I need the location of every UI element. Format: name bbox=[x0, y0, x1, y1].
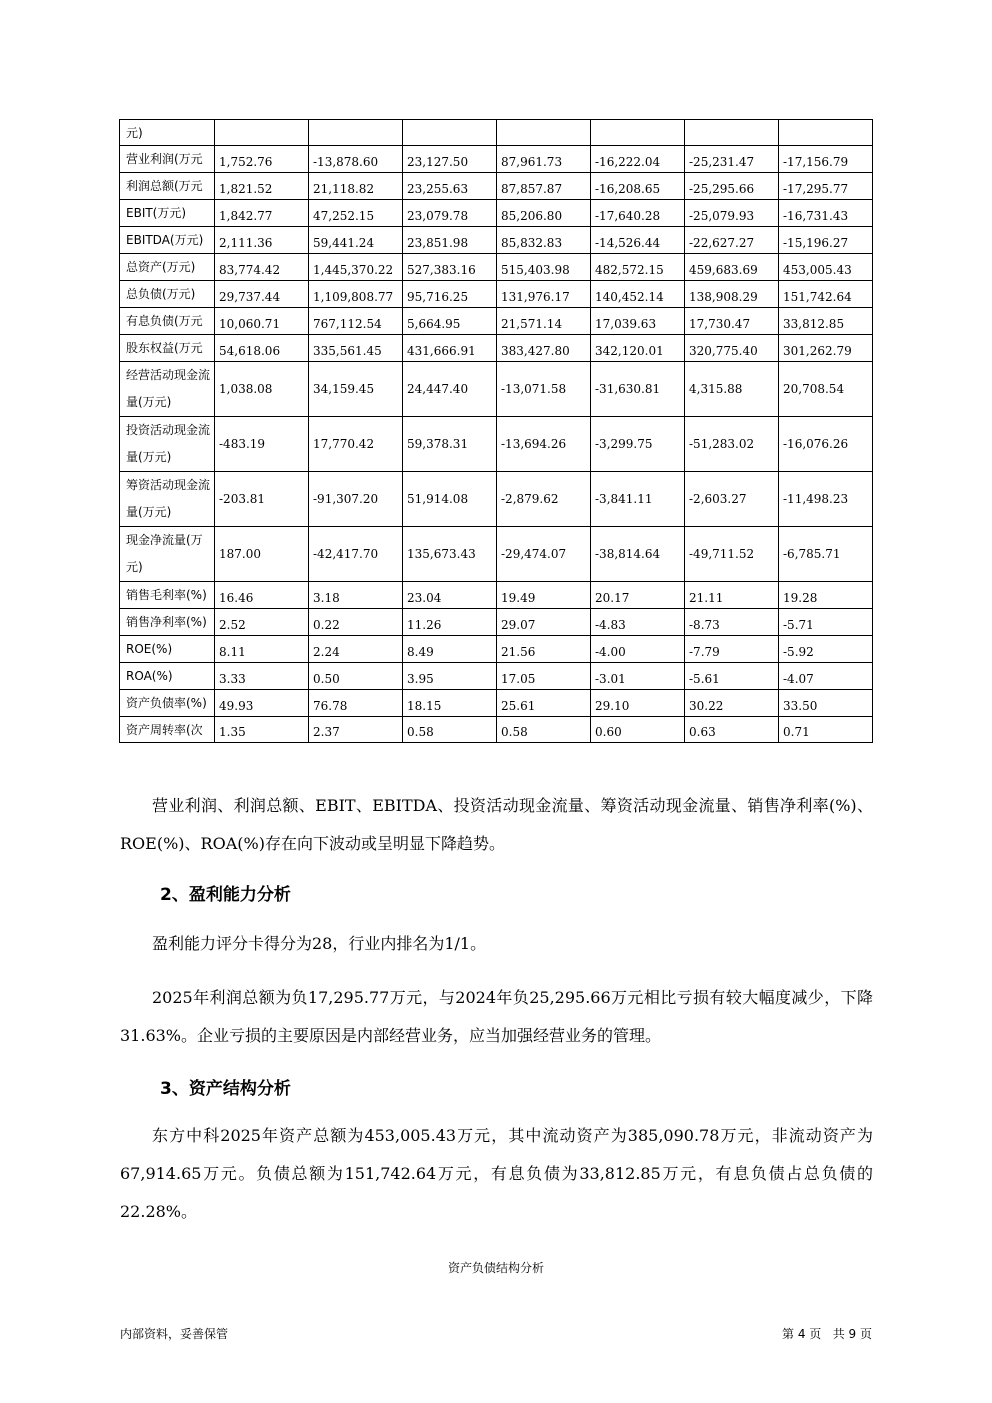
table-cell: 342,120.01 bbox=[591, 335, 685, 362]
table-cell: 5,664.95 bbox=[403, 308, 497, 335]
row-label: 资产周转率(次 bbox=[120, 717, 215, 743]
table-cell: 767,112.54 bbox=[309, 308, 403, 335]
table-cell: -3.01 bbox=[591, 663, 685, 690]
table-cell: 21,118.82 bbox=[309, 173, 403, 200]
table-cell: 151,742.64 bbox=[779, 281, 873, 308]
table-cell: -5.71 bbox=[779, 609, 873, 636]
table-row bbox=[120, 690, 873, 717]
table-cell: 1,821.52 bbox=[215, 173, 309, 200]
table-cell: 29,737.44 bbox=[215, 281, 309, 308]
row-label: 利润总额(万元 bbox=[120, 173, 215, 200]
table-cell: -4.83 bbox=[591, 609, 685, 636]
table-cell: 2.52 bbox=[215, 609, 309, 636]
table-cell: 2.24 bbox=[309, 636, 403, 663]
table-cell: 1,842.77 bbox=[215, 200, 309, 227]
table-cell: 8.49 bbox=[403, 636, 497, 663]
table-cell: 21.56 bbox=[497, 636, 591, 663]
table-cell: 0.58 bbox=[497, 717, 591, 743]
table-cell bbox=[403, 120, 497, 146]
table-row bbox=[120, 472, 873, 527]
table-cell: 1.35 bbox=[215, 717, 309, 743]
table-cell: 0.58 bbox=[403, 717, 497, 743]
table-cell: -25,295.66 bbox=[685, 173, 779, 200]
table-cell: 59,378.31 bbox=[403, 417, 497, 472]
table-cell: -17,156.79 bbox=[779, 146, 873, 173]
table-cell bbox=[591, 120, 685, 146]
table-cell: 11.26 bbox=[403, 609, 497, 636]
row-label: EBITDA(万元) bbox=[120, 227, 215, 254]
row-label: 销售净利率(%) bbox=[120, 609, 215, 636]
table-cell: 19.49 bbox=[497, 582, 591, 609]
table-cell bbox=[779, 120, 873, 146]
table-cell bbox=[497, 120, 591, 146]
row-label: ROE(%) bbox=[120, 636, 215, 663]
table-cell: 8.11 bbox=[215, 636, 309, 663]
table-cell: -4.00 bbox=[591, 636, 685, 663]
table-cell: -22,627.27 bbox=[685, 227, 779, 254]
table-row bbox=[120, 663, 873, 690]
row-label: 资产负债率(%) bbox=[120, 690, 215, 717]
table-cell: 18.15 bbox=[403, 690, 497, 717]
table-cell: -49,711.52 bbox=[685, 527, 779, 582]
footer-confidential: 内部资料，妥善保管 bbox=[120, 1327, 229, 1341]
table-cell: 135,673.43 bbox=[403, 527, 497, 582]
table-row bbox=[120, 146, 873, 173]
table-cell: 1,445,370.22 bbox=[309, 254, 403, 281]
section-heading-asset-structure: 3、资产结构分析 bbox=[160, 1079, 291, 1099]
row-label: 营业利润(万元 bbox=[120, 146, 215, 173]
table-cell: 19.28 bbox=[779, 582, 873, 609]
table-row bbox=[120, 227, 873, 254]
financial-indicators-table bbox=[119, 119, 873, 743]
table-cell: 20.17 bbox=[591, 582, 685, 609]
table-cell: 24,447.40 bbox=[403, 362, 497, 417]
table-row bbox=[120, 254, 873, 281]
table-cell: 431,666.91 bbox=[403, 335, 497, 362]
table-cell: 3.95 bbox=[403, 663, 497, 690]
table-cell: 515,403.98 bbox=[497, 254, 591, 281]
score-paragraph: 盈利能力评分卡得分为28，行业内排名为1/1。 bbox=[152, 934, 487, 953]
table-cell: -5.92 bbox=[779, 636, 873, 663]
row-label: EBIT(万元) bbox=[120, 200, 215, 227]
row-label: 元) bbox=[120, 120, 215, 146]
table-cell: -15,196.27 bbox=[779, 227, 873, 254]
table-cell: 3.18 bbox=[309, 582, 403, 609]
table-cell: 85,832.83 bbox=[497, 227, 591, 254]
table-cell: 59,441.24 bbox=[309, 227, 403, 254]
table-cell: 21.11 bbox=[685, 582, 779, 609]
table-cell: -8.73 bbox=[685, 609, 779, 636]
figure-caption: 资产负债结构分析 bbox=[447, 1261, 544, 1275]
table-cell: -16,076.26 bbox=[779, 417, 873, 472]
row-label: 有息负债(万元 bbox=[120, 308, 215, 335]
table-cell: -483.19 bbox=[215, 417, 309, 472]
table-cell: 320,775.40 bbox=[685, 335, 779, 362]
table-cell: 335,561.45 bbox=[309, 335, 403, 362]
table-cell: 29.07 bbox=[497, 609, 591, 636]
table-cell: 29.10 bbox=[591, 690, 685, 717]
table-cell: 482,572.15 bbox=[591, 254, 685, 281]
table-cell: -203.81 bbox=[215, 472, 309, 527]
table-cell: 95,716.25 bbox=[403, 281, 497, 308]
table-cell: 1,109,808.77 bbox=[309, 281, 403, 308]
table-cell: 16.46 bbox=[215, 582, 309, 609]
table-row bbox=[120, 120, 873, 146]
table-cell: 33,812.85 bbox=[779, 308, 873, 335]
table-row bbox=[120, 308, 873, 335]
table-cell: -17,295.77 bbox=[779, 173, 873, 200]
table-cell bbox=[215, 120, 309, 146]
footer-page-number: 第 4 页 共 9 页 bbox=[782, 1327, 872, 1341]
row-label: 筹资活动现金流量(万元) bbox=[120, 472, 215, 527]
asset-paragraph: 东方中科2025年资产总额为453,005.43万元，其中流动资产为385,090.78万元，非流动资产为67,914.65万元。负债总额为151,742.64万元，有息负债为33,812.85万元，有息负债占总负债的22.28%。 bbox=[120, 1126, 873, 1221]
row-label: 现金净流量(万元) bbox=[120, 527, 215, 582]
table-cell: 23,851.98 bbox=[403, 227, 497, 254]
row-label: 股东权益(万元 bbox=[120, 335, 215, 362]
table-cell: 459,683.69 bbox=[685, 254, 779, 281]
table-cell: 25.61 bbox=[497, 690, 591, 717]
table-cell: 23,079.78 bbox=[403, 200, 497, 227]
table-cell: 87,857.87 bbox=[497, 173, 591, 200]
table-cell: 54,618.06 bbox=[215, 335, 309, 362]
table-cell: -16,208.65 bbox=[591, 173, 685, 200]
table-cell: 17.05 bbox=[497, 663, 591, 690]
table-cell: -51,283.02 bbox=[685, 417, 779, 472]
table-cell: -5.61 bbox=[685, 663, 779, 690]
table-cell: -16,731.43 bbox=[779, 200, 873, 227]
table-cell: 33.50 bbox=[779, 690, 873, 717]
row-label: 投资活动现金流量(万元) bbox=[120, 417, 215, 472]
row-label: 总负债(万元) bbox=[120, 281, 215, 308]
table-cell: -29,474.07 bbox=[497, 527, 591, 582]
table-cell: 10,060.71 bbox=[215, 308, 309, 335]
table-cell: 0.22 bbox=[309, 609, 403, 636]
table-row bbox=[120, 335, 873, 362]
table-cell: -13,071.58 bbox=[497, 362, 591, 417]
table-cell: 1,752.76 bbox=[215, 146, 309, 173]
table-row bbox=[120, 717, 873, 743]
table-cell bbox=[685, 120, 779, 146]
table-cell: -42,417.70 bbox=[309, 527, 403, 582]
table-cell: 527,383.16 bbox=[403, 254, 497, 281]
table-cell: -38,814.64 bbox=[591, 527, 685, 582]
row-label: 总资产(万元) bbox=[120, 254, 215, 281]
table-cell: -4.07 bbox=[779, 663, 873, 690]
table-row bbox=[120, 609, 873, 636]
table-row bbox=[120, 527, 873, 582]
table-cell: 76.78 bbox=[309, 690, 403, 717]
table-cell: -2,603.27 bbox=[685, 472, 779, 527]
table-cell: 34,159.45 bbox=[309, 362, 403, 417]
table-cell: -3,299.75 bbox=[591, 417, 685, 472]
table-cell: -16,222.04 bbox=[591, 146, 685, 173]
table-row bbox=[120, 582, 873, 609]
table-cell: 17,770.42 bbox=[309, 417, 403, 472]
table-cell: 23.04 bbox=[403, 582, 497, 609]
table-cell: 0.71 bbox=[779, 717, 873, 743]
table-row bbox=[120, 281, 873, 308]
table-cell: 47,252.15 bbox=[309, 200, 403, 227]
table-cell: 30.22 bbox=[685, 690, 779, 717]
table-cell: 2.37 bbox=[309, 717, 403, 743]
table-cell: 0.63 bbox=[685, 717, 779, 743]
table-cell: 87,961.73 bbox=[497, 146, 591, 173]
table-cell: -31,630.81 bbox=[591, 362, 685, 417]
section-heading-profitability: 2、盈利能力分析 bbox=[160, 885, 291, 905]
table-cell: 301,262.79 bbox=[779, 335, 873, 362]
table-cell: 131,976.17 bbox=[497, 281, 591, 308]
table-cell: 20,708.54 bbox=[779, 362, 873, 417]
table-cell: 21,571.14 bbox=[497, 308, 591, 335]
table-cell: 4,315.88 bbox=[685, 362, 779, 417]
table-cell: 49.93 bbox=[215, 690, 309, 717]
table-cell: 85,206.80 bbox=[497, 200, 591, 227]
table-cell: -14,526.44 bbox=[591, 227, 685, 254]
trend-paragraph: 营业利润、利润总额、EBIT、EBITDA、投资活动现金流量、筹资活动现金流量、销售净利率(%)、ROE(%)、ROA(%)存在向下波动或呈明显下降趋势。 bbox=[120, 796, 873, 853]
table-row bbox=[120, 636, 873, 663]
table-cell: -91,307.20 bbox=[309, 472, 403, 527]
table-cell: 1,038.08 bbox=[215, 362, 309, 417]
table-cell: 23,255.63 bbox=[403, 173, 497, 200]
table-cell: -25,079.93 bbox=[685, 200, 779, 227]
table-cell: 17,039.63 bbox=[591, 308, 685, 335]
table-cell: 2,111.36 bbox=[215, 227, 309, 254]
table-row bbox=[120, 417, 873, 472]
table-cell: 383,427.80 bbox=[497, 335, 591, 362]
row-label: ROA(%) bbox=[120, 663, 215, 690]
table-cell: -13,694.26 bbox=[497, 417, 591, 472]
table-cell: 0.50 bbox=[309, 663, 403, 690]
table-cell: -13,878.60 bbox=[309, 146, 403, 173]
table-cell: 0.60 bbox=[591, 717, 685, 743]
table-cell: -3,841.11 bbox=[591, 472, 685, 527]
table-cell: 187.00 bbox=[215, 527, 309, 582]
table-cell: -6,785.71 bbox=[779, 527, 873, 582]
table-cell: 51,914.08 bbox=[403, 472, 497, 527]
table-cell: 138,908.29 bbox=[685, 281, 779, 308]
table-cell: 3.33 bbox=[215, 663, 309, 690]
row-label: 经营活动现金流量(万元) bbox=[120, 362, 215, 417]
table-cell: 83,774.42 bbox=[215, 254, 309, 281]
table-row bbox=[120, 173, 873, 200]
table-cell bbox=[309, 120, 403, 146]
row-label: 销售毛利率(%) bbox=[120, 582, 215, 609]
table-row bbox=[120, 200, 873, 227]
table-cell: 453,005.43 bbox=[779, 254, 873, 281]
table-cell: -7.79 bbox=[685, 636, 779, 663]
table-cell: -17,640.28 bbox=[591, 200, 685, 227]
table-cell: -25,231.47 bbox=[685, 146, 779, 173]
table-row bbox=[120, 362, 873, 417]
table-cell: 23,127.50 bbox=[403, 146, 497, 173]
table-cell: -11,498.23 bbox=[779, 472, 873, 527]
profit-paragraph: 2025年利润总额为负17,295.77万元，与2024年负25,295.66万元相比亏损有较大幅度减少，下降31.63%。企业亏损的主要原因是内部经营业务，应当加强经营业务的管理。 bbox=[120, 988, 873, 1045]
table-cell: 140,452.14 bbox=[591, 281, 685, 308]
table-cell: -2,879.62 bbox=[497, 472, 591, 527]
table-cell: 17,730.47 bbox=[685, 308, 779, 335]
